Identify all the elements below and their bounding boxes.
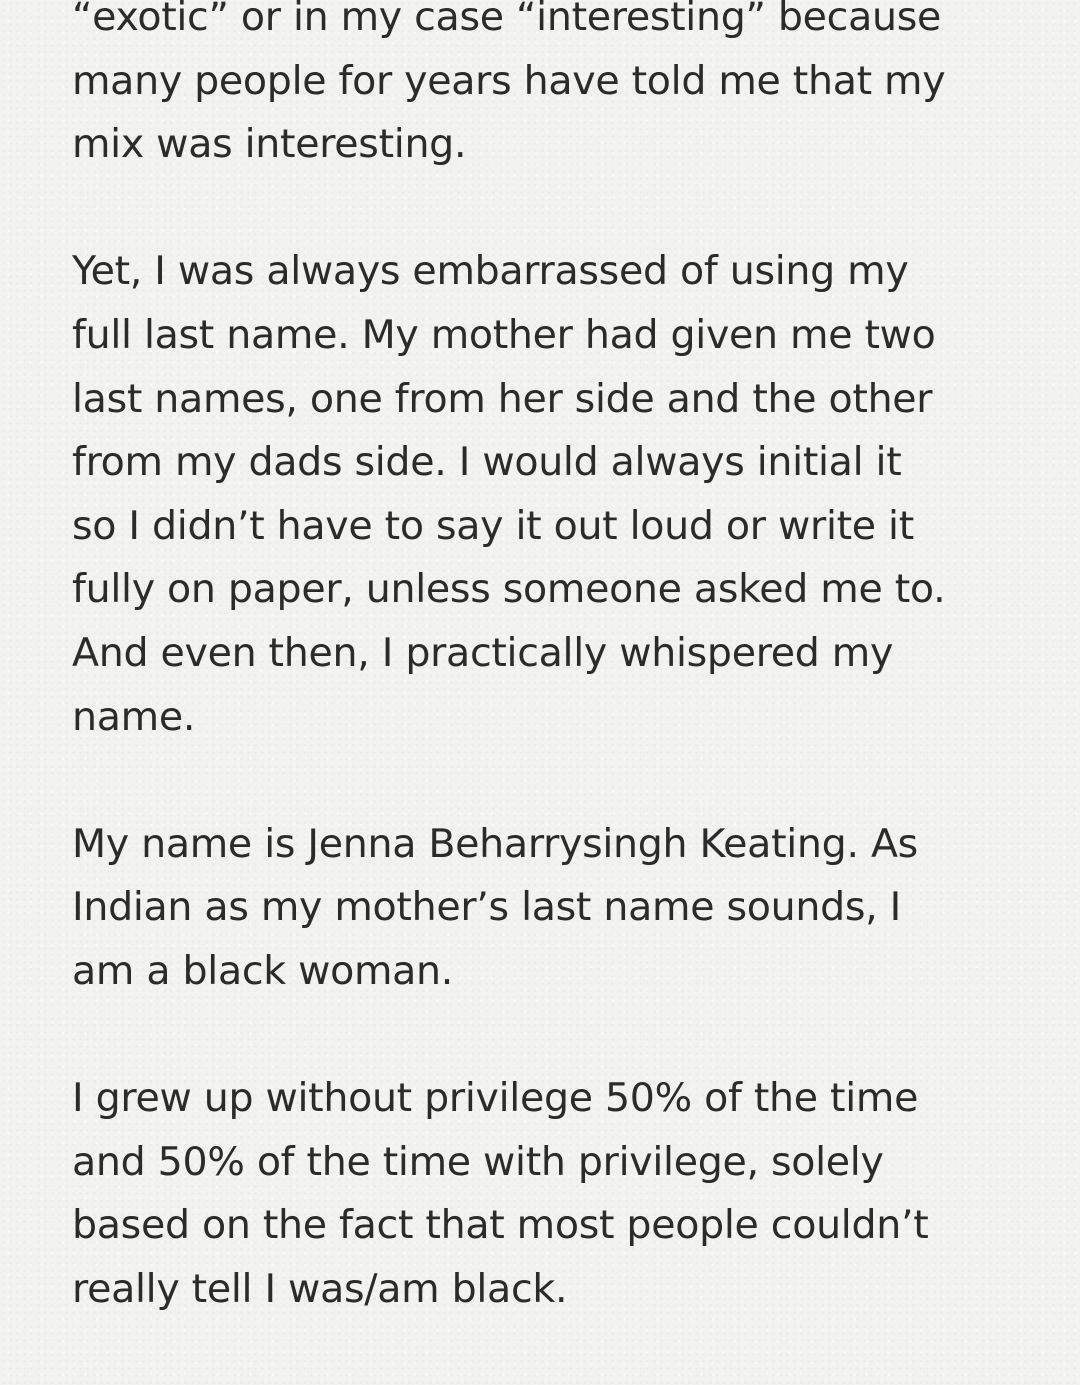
note-text-body — [72, 0, 1012, 1385]
paragraph-1 — [72, 0, 1012, 177]
text-line: and 50% of the time with privilege, solely — [72, 1138, 884, 1185]
text-line: based on the fact that most people couldn’t — [72, 1202, 929, 1249]
text-line: My name is Jenna Beharrysingh Keating. As — [72, 820, 918, 867]
text-line: last names, one from her side and the other — [72, 375, 933, 422]
text-line: “exotic” or in my case “interesting” because — [72, 0, 942, 40]
text-line: I grew up without privilege 50% of the time — [72, 1075, 919, 1122]
text-line: Indian as my mother’s last name sounds, I — [72, 884, 901, 931]
text-line: name. — [72, 693, 196, 740]
text-line: am a black woman. — [72, 947, 454, 994]
paragraph-4 — [72, 1067, 1012, 1321]
text-line: many people for years have told me that my — [72, 57, 946, 104]
paragraph-2 — [72, 240, 1012, 749]
text-line: so I didn’t have to say it out loud or write it — [72, 502, 914, 549]
text-line: Yet, I was always embarrassed of using my — [72, 248, 909, 295]
text-line: And even then, I practically whispered my — [72, 629, 894, 676]
text-line: really tell I was/am black. — [72, 1265, 568, 1312]
text-line: mix was interesting. — [72, 121, 467, 168]
text-line: from my dads side. I would always initial it — [72, 439, 902, 486]
text-line: full last name. My mother had given me two — [72, 311, 936, 358]
text-line: fully on paper, unless someone asked me to. — [72, 566, 946, 613]
paragraph-3 — [72, 813, 1012, 1004]
